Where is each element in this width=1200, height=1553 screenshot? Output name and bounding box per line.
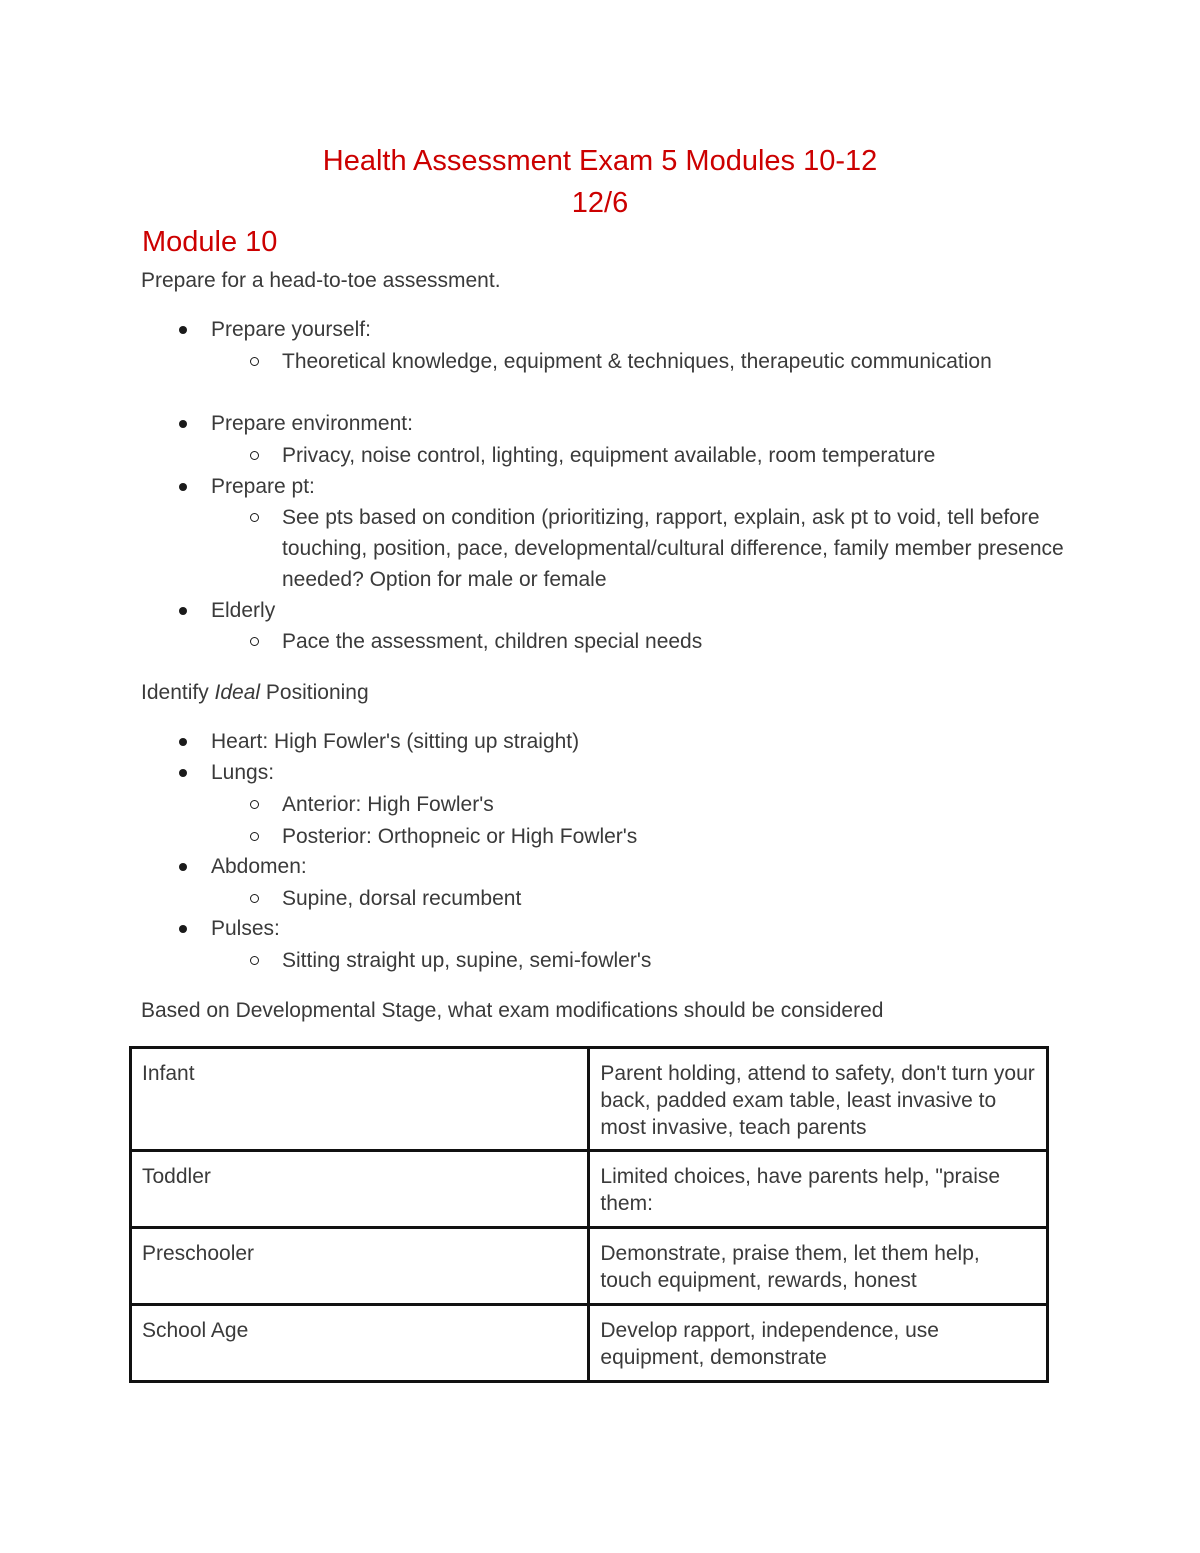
positioning-intro-italic: Ideal: [214, 681, 261, 704]
sub-bullet-item: Privacy, noise control, lighting, equipment available, room temperature: [282, 440, 1072, 471]
bullet-item: Heart: High Fowler's (sitting up straight): [211, 726, 579, 757]
bullet-item: Elderly: [211, 595, 275, 626]
sub-bullet-item: See pts based on condition (prioritizing, rapport, explain, ask pt to void, tell before touching, position, pace, developmental/cultural difference, family member presence needed? Option for male or female: [282, 502, 1072, 595]
document-date: 12/6: [571, 187, 629, 219]
bullet-item: Prepare environment:: [211, 408, 413, 439]
sub-bullet-item: Sitting straight up, supine, semi-fowler's: [282, 945, 1072, 976]
developmental-intro: Based on Developmental Stage, what exam modifications should be considered: [141, 999, 884, 1022]
sub-bullet-item: Theoretical knowledge, equipment & techniques, therapeutic communication: [282, 346, 1072, 377]
modifications-cell: Limited choices, have parents help, "praise them:: [589, 1151, 1048, 1228]
stage-cell: Toddler: [131, 1151, 589, 1228]
stage-cell: Infant: [131, 1048, 589, 1151]
module-heading: Module 10: [142, 226, 278, 258]
bullet-item: Prepare pt:: [211, 471, 315, 502]
table-row: [131, 1151, 1048, 1228]
prepare-intro: Prepare for a head-to-toe assessment.: [141, 269, 501, 292]
document-title: Health Assessment Exam 5 Modules 10-12: [322, 145, 878, 177]
sub-bullet-item: Posterior: Orthopneic or High Fowler's: [282, 821, 1072, 852]
modifications-cell: Parent holding, attend to safety, don't turn your back, padded exam table, least invasive to most invasive, teach parents: [589, 1048, 1048, 1151]
modifications-cell: Demonstrate, praise them, let them help, touch equipment, rewards, honest: [589, 1228, 1048, 1305]
table-row: [131, 1305, 1048, 1382]
sub-bullet-item: Anterior: High Fowler's: [282, 789, 1072, 820]
sub-bullet-item: Supine, dorsal recumbent: [282, 883, 1072, 914]
positioning-intro: [141, 677, 369, 708]
table-row: [131, 1228, 1048, 1305]
positioning-intro-suffix: Positioning: [260, 681, 369, 704]
bullet-item: Prepare yourself:: [211, 314, 371, 345]
developmental-modifications-table: [129, 1046, 1049, 1383]
sub-bullet-item: Pace the assessment, children special needs: [282, 626, 1072, 657]
modifications-cell: Develop rapport, independence, use equipment, demonstrate: [589, 1305, 1048, 1382]
positioning-intro-prefix: Identify: [141, 681, 215, 704]
bullet-item: Abdomen:: [211, 851, 307, 882]
bullet-item: Pulses:: [211, 913, 280, 944]
bullet-item: Lungs:: [211, 757, 274, 788]
stage-cell: Preschooler: [131, 1228, 589, 1305]
stage-cell: School Age: [131, 1305, 589, 1382]
table-row: [131, 1048, 1048, 1151]
